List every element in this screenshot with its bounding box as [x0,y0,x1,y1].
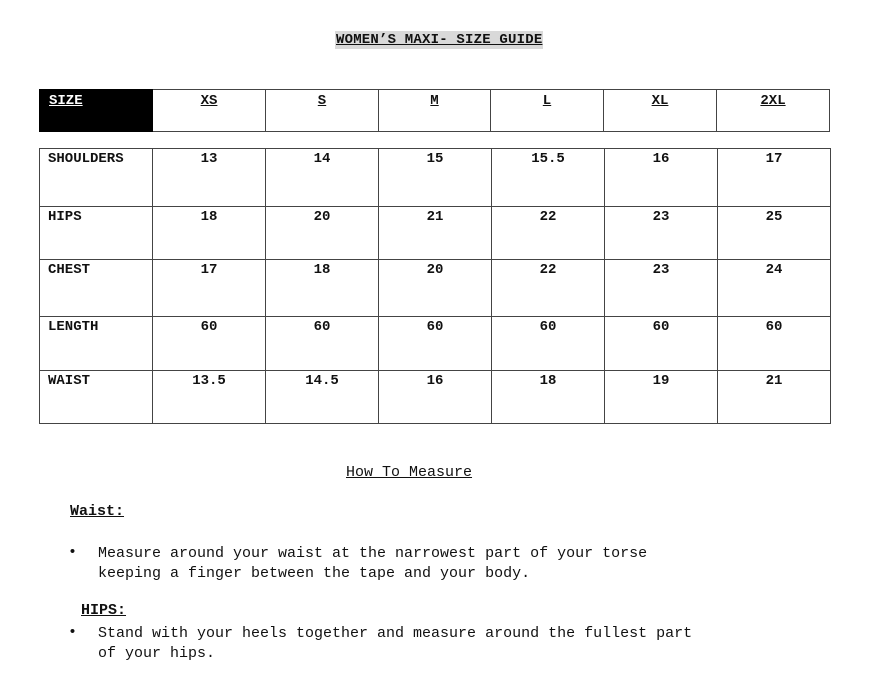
waist-instruction: Measure around your waist at the narrowest part of your torse keeping a finger between the tape and your body. [98,545,648,582]
cell-value: 14 [266,149,379,207]
cell-value: 17 [718,149,831,207]
cell-value: 60 [379,317,492,371]
cell-value: 14.5 [266,371,379,424]
size-xs: XS [153,90,266,132]
row-label: WAIST [40,371,153,424]
size-s: S [266,90,379,132]
table-row [40,207,831,260]
table-row [40,317,831,371]
bullet-icon: • [68,544,78,561]
waist-heading: Waist: [70,503,125,520]
cell-value: 15 [379,149,492,207]
cell-value: 22 [492,260,605,317]
cell-value: 20 [379,260,492,317]
page-title: WOMEN’S MAXI- SIZE GUIDE [336,32,543,48]
cell-value: 22 [492,207,605,260]
size-header-table [39,89,830,132]
size-xl: XL [604,90,717,132]
cell-value: 16 [605,149,718,207]
cell-value: 13 [153,149,266,207]
size-header-row [40,90,830,132]
cell-value: 25 [718,207,831,260]
row-label: SHOULDERS [40,149,153,207]
cell-value: 23 [605,207,718,260]
cell-value: 60 [492,317,605,371]
cell-value: 16 [379,371,492,424]
size-2xl: 2XL [717,90,830,132]
table-row [40,371,831,424]
cell-value: 60 [605,317,718,371]
bullet-icon: • [68,624,78,641]
cell-value: 60 [266,317,379,371]
cell-value: 13.5 [153,371,266,424]
cell-value: 18 [153,207,266,260]
cell-value: 20 [266,207,379,260]
row-label: LENGTH [40,317,153,371]
cell-value: 23 [605,260,718,317]
hips-heading: HIPS: [81,602,127,619]
size-header-label: SIZE [40,90,153,132]
table-row [40,149,831,207]
size-l: L [491,90,604,132]
cell-value: 21 [379,207,492,260]
how-to-measure-heading: How To Measure [346,464,473,481]
cell-value: 17 [153,260,266,317]
measurement-table [39,148,831,424]
cell-value: 15.5 [492,149,605,207]
cell-value: 18 [266,260,379,317]
row-label: CHEST [40,260,153,317]
cell-value: 60 [718,317,831,371]
cell-value: 19 [605,371,718,424]
table-row [40,260,831,317]
cell-value: 21 [718,371,831,424]
cell-value: 24 [718,260,831,317]
row-label: HIPS [40,207,153,260]
size-m: M [379,90,491,132]
cell-value: 18 [492,371,605,424]
cell-value: 60 [153,317,266,371]
hips-instruction: Stand with your heels together and measure around the fullest part of your hips. [98,625,693,662]
